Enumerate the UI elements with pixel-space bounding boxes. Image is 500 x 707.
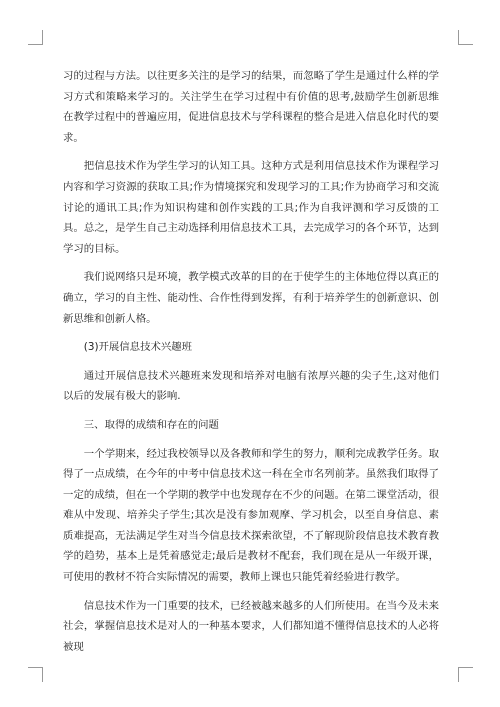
section-heading-interest-class: (3)开展信息技术兴趣班 bbox=[83, 341, 193, 354]
crop-mark-bottom-left bbox=[28, 667, 43, 682]
paragraph-learning-process: 习的过程与方法。以往更多关注的是学习的结果，而忽略了学生是通过什么样的学习方式和策略来学习的。关注学生在学习过程中有价值的思考,鼓励学生创新思维在教学过程中的普遍应用，促进信息技术与学科课程的整合是进入信息化时代的要求。 bbox=[63, 70, 439, 144]
paragraph-network-environment: 我们说网络只是环境，教学模式改革的目的在于使学生的主体地位得以真正的确立，学习的自主性、能动性、合作性得到发挥，有利于培养学生的创新意识、创新思维和创新人格。 bbox=[63, 271, 439, 325]
crop-mark-top-right bbox=[458, 30, 473, 45]
paragraph-interest-class: 通过开展信息技术兴趣班来发现和培养对电脑有浓厚兴趣的尖子生,这对他们以后的发展有极大的影响. bbox=[63, 369, 439, 403]
paragraph-cognitive-tool: 把信息技术作为学生学习的认知工具。这种方式是利用信息技术作为课程学习内容和学习资源的获取工具;作为情境探究和发现学习的工具;作为协商学习和交流讨论的通讯工具;作为知识构建和创作实践的工具;作为自我评测和学习反馈的工具。总之，是学生自己主动选择利用信息技术工具，去完成学习的各个环节，达到学习的目标。 bbox=[63, 160, 439, 255]
crop-mark-bottom-right bbox=[458, 667, 473, 682]
paragraph-it-importance: 信息技术作为一门重要的技术，已经被越来越多的人们所使用。在当今及未来社会，掌握信息技术是对人的一种基本要求，人们都知道不懂得信息技术的人必将被现 bbox=[63, 599, 439, 653]
document-body bbox=[63, 66, 439, 665]
paragraph-semester-summary: 一个学期来，经过我校领导以及各教师和学生的努力，顺利完成教学任务。取得了一点成绩，在今年的中考中信息技术这一科在全市名列前茅。虽然我们取得了一定的成绩，但在一个学期的教学中也发现存在不少的问题。在第二课堂活动，很难从中发现、培养尖子学生;其次是没有参加观摩、学习机会，以至自身信息、素质难提高，无法满足学生对当今信息技术探索欲望，不了解现阶段信息技术教育教学的趋势，基本上是凭着感觉走;最后是教材不配套，我们现在是从一年级开课，可使用的教材不符合实际情况的需要，教师上课也只能凭着经验进行教学。 bbox=[63, 447, 439, 584]
crop-mark-top-left bbox=[28, 30, 43, 45]
section-heading-achievements: 三、取得的成绩和存在的问题 bbox=[83, 418, 219, 431]
